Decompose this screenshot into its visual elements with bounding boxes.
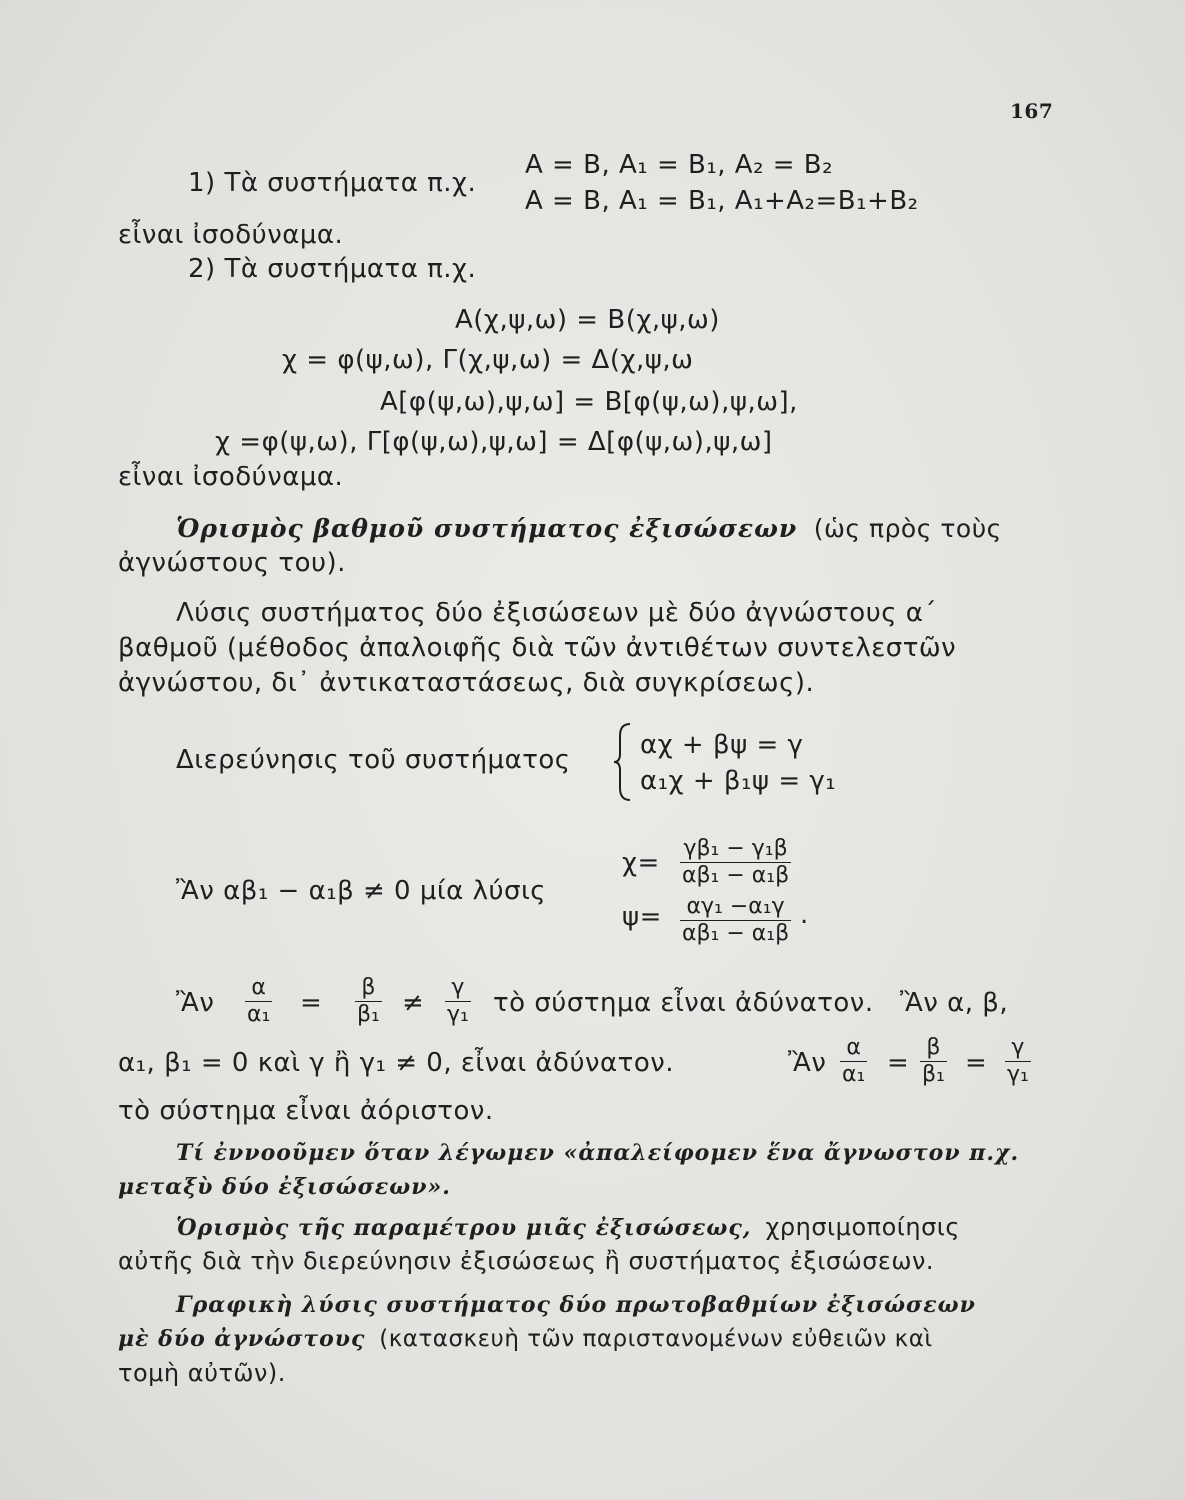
x-denominator: αβ₁ − α₁β [682,863,790,888]
frac2-g-num: γ [1011,1035,1025,1060]
system-brace [612,722,636,802]
item1-tail: εἶναι ἰσοδύναμα. [118,220,344,250]
degree-heading-rest: (ὡς πρὸς τοὺς [813,514,1002,543]
degree-heading [176,514,1002,544]
frac2-g-g1 [1005,1035,1031,1088]
impossible-neq: ≠ [402,988,425,1018]
frac2-b-den: β₁ [922,1062,945,1087]
frac-a-den: α₁ [247,1002,271,1027]
y-fraction [680,894,791,947]
solution-methods-line3: ἀγνώστου, δι᾽ ἀντικαταστάσεως, διὰ συγκρίσεως). [118,668,815,698]
frac-b-num: β [361,975,376,1000]
y-numerator: αγ₁ −α₁γ [686,894,785,919]
item2-eq4: χ =φ(ψ,ω), Γ[φ(ψ,ω),ψ,ω] = Δ[φ(ψ,ω),ψ,ω] [215,427,773,457]
indeterminate-an: Ἂν [788,1048,827,1078]
item1-row1: Α = Β, Α₁ = Β₁, Α₂ = Β₂ [525,150,834,180]
item2-tail: εἶναι ἰσοδύναμα. [118,462,344,492]
impossible-eq: = [300,988,323,1018]
impossible-line2: α₁, β₁ = 0 καὶ γ ἢ γ₁ ≠ 0, εἶναι ἀδύνατον. [118,1048,675,1078]
frac2-a-num: α [846,1035,861,1060]
frac-b-den: β₁ [357,1002,380,1027]
frac2-a-a1 [840,1035,867,1088]
param-line2: αὐτῆς διὰ τὴν διερεύνησιν ἐξισώσεως ἢ συστήματος ἐξισώσεων. [118,1247,935,1275]
solution-methods-line2: βαθμοῦ (μέθοδος ἀπαλοιφῆς διὰ τῶν ἀντιθέτων συντελεστῶν [118,633,957,663]
param-heading-italic: Ὁρισμὸς τῆς παραμέτρου μιᾶς ἐξισώσεως, [176,1215,752,1241]
graph-line2-italic: μὲ δύο ἀγνώστους [118,1326,366,1352]
x-numerator: γβ₁ − γ₁β [683,836,788,861]
frac2-g-den: γ₁ [1007,1062,1029,1087]
frac-b-b1 [355,975,382,1028]
indeterminate-line3: τὸ σύστημα εἶναι ἀόριστον. [118,1096,494,1126]
discussion-label: Διερεύνησις τοῦ συστήματος [176,745,571,775]
degree-heading-italic: Ὁρισμὸς βαθμοῦ συστήματος ἐξισώσεων [176,514,798,543]
page-number: 167 [1010,99,1054,123]
param-heading-rest: χρησιμοποίησις [765,1213,961,1241]
system-eq1: αχ + βψ = γ [640,730,804,760]
item1-row2: Α = Β, Α₁ = Β₁, Α₁+Α₂=Β₁+Β₂ [525,186,919,216]
elim-line1: Τί ἐννοοῦμεν ὅταν λέγωμεν «ἀπαλείφομεν ἕνα ἄγνωστον π.χ. [176,1140,1020,1166]
frac-a-num: α [251,975,266,1000]
frac2-b-num: β [926,1035,941,1060]
x-label: χ= [622,848,660,878]
graph-line2 [118,1324,933,1354]
impossible-an: Ἂν [176,988,215,1018]
frac-g-g1 [445,975,471,1028]
solution-methods-line1: Λύσις συστήματος δύο ἐξισώσεων μὲ δύο ἀγνώστους α΄ [176,598,937,628]
graph-heading: Γραφικὴ λύσις συστήματος δύο πρωτοβαθμίων ἐξισώσεων [176,1292,976,1318]
frac-a-a1 [245,975,272,1028]
impossible-text: τὸ σύστημα εἶναι ἀδύνατον. [493,988,874,1018]
graph-line2-rest: (κατασκευὴ τῶν παριστανομένων εὐθειῶν καὶ [379,1326,933,1352]
item2-eq2: χ = φ(ψ,ω), Γ(χ,ψ,ω) = Δ(χ,ψ,ω [282,345,694,375]
indeterminate-eq1: = [887,1048,910,1078]
item2-label: 2) Τὰ συστήματα π.χ. [188,254,477,284]
item1-label: 1) Τὰ συστήματα π.χ. [188,168,477,198]
y-denominator: αβ₁ − α₁β [682,921,790,946]
frac-g-num: γ [451,975,465,1000]
y-label: ψ= [622,902,662,932]
impossible-text2: Ἂν α, β, [900,988,1009,1018]
item2-eq3: Α[φ(ψ,ω),ψ,ω] = Β[φ(ψ,ω),ψ,ω], [380,387,798,417]
indeterminate-eq2: = [965,1048,988,1078]
elim-line2: μεταξὺ δύο ἐξισώσεων». [118,1174,451,1200]
frac-g-den: γ₁ [447,1002,469,1027]
frac2-b-b1 [920,1035,947,1088]
graph-line3: τομὴ αὐτῶν). [118,1359,286,1387]
solution-condition: Ἂν αβ₁ − α₁β ≠ 0 μία λύσις [176,876,547,906]
degree-line2: ἀγνώστους του). [118,548,346,578]
x-fraction [680,836,791,889]
system-eq2: α₁χ + β₁ψ = γ₁ [640,766,837,796]
y-end: . [800,900,809,930]
item2-eq1: Α(χ,ψ,ω) = Β(χ,ψ,ω) [455,305,720,335]
frac2-a-den: α₁ [842,1062,866,1087]
param-heading [176,1212,960,1243]
